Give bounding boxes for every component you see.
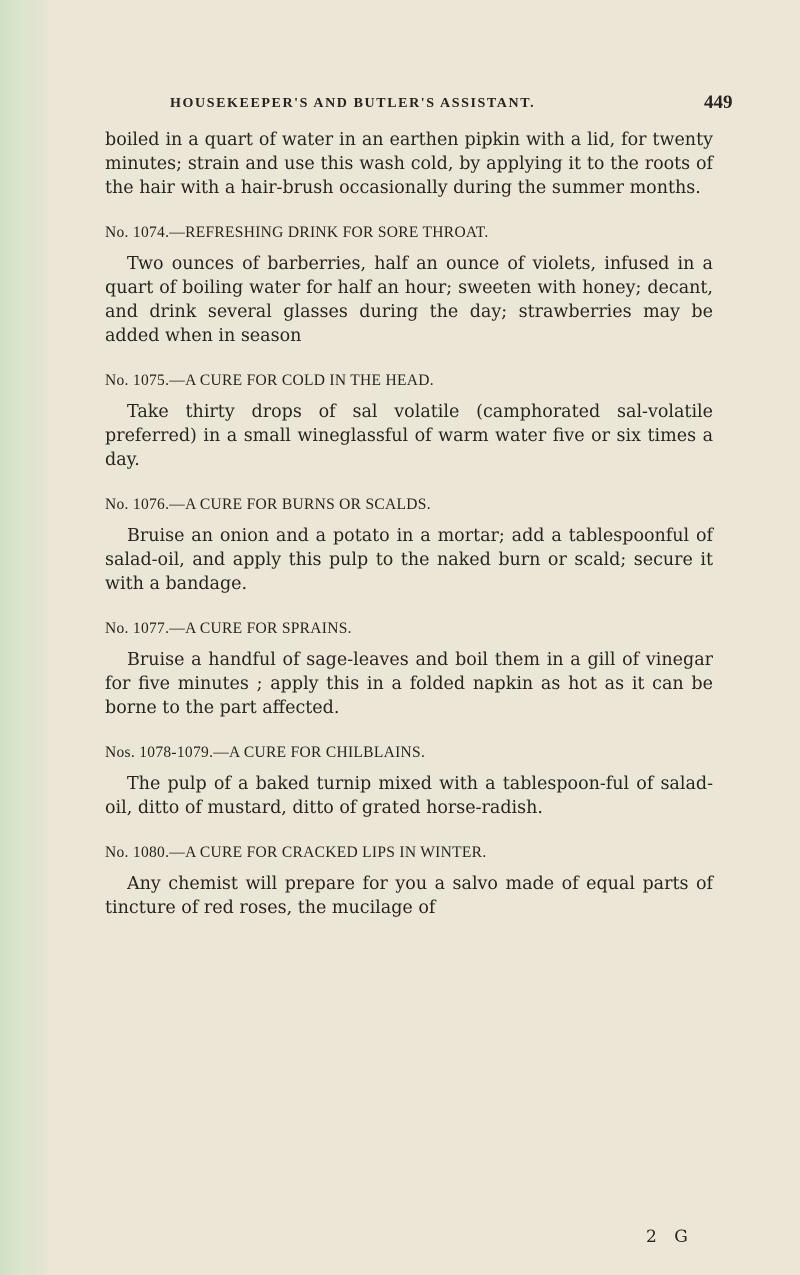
- recipe-body: The pulp of a baked turnip mixed with a tablespoon-ful of salad-oil, ditto of mustard, ditto of grated horse-radish.: [105, 774, 713, 818]
- recipe-body: Take thirty drops of sal volatile (camphorated sal-volatile preferred) in a small wineglassful of warm water five or six times a day.: [105, 402, 713, 470]
- page-edge-shadow: [0, 0, 48, 1275]
- running-head: HOUSEKEEPER'S AND BUTLER'S ASSISTANT.: [170, 96, 536, 111]
- recipe-1074: [105, 221, 713, 348]
- recipe-body: Bruise an onion and a potato in a mortar; add a tablespoonful of salad-oil, and apply this pulp to the naked burn or scald; secure it with a bandage.: [105, 526, 713, 594]
- recipe-heading: No. 1074.—REFRESHING DRINK FOR SORE THROAT.: [105, 224, 489, 241]
- recipe-1075: [105, 369, 713, 472]
- page-body: [105, 128, 713, 920]
- recipe-1080: [105, 841, 713, 920]
- recipe-1078-1079: [105, 741, 713, 820]
- recipe-heading: No. 1080.—A CURE FOR CRACKED LIPS IN WINTER.: [105, 844, 487, 861]
- recipe-1077: [105, 617, 713, 720]
- signature-mark: 2 G: [646, 1227, 694, 1247]
- page-number: 449: [704, 92, 733, 113]
- recipe-heading: No. 1075.—A CURE FOR COLD IN THE HEAD.: [105, 372, 434, 389]
- recipe-heading: No. 1077.—A CURE FOR SPRAINS.: [105, 620, 352, 637]
- recipe-heading: No. 1076.—A CURE FOR BURNS OR SCALDS.: [105, 496, 431, 513]
- recipe-body: Bruise a handful of sage-leaves and boil them in a gill of vinegar for five minutes ; apply this in a folded napkin as hot as it can be borne to the part affected.: [105, 650, 713, 718]
- recipe-body: Two ounces of barberries, half an ounce of violets, infused in a quart of boiling water for half an hour; sweeten with honey; decant, and drink several glasses during the day; strawberries may be added when in season: [105, 254, 713, 346]
- recipe-heading: Nos. 1078-1079.—A CURE FOR CHILBLAINS.: [105, 744, 426, 761]
- intro-paragraph: boiled in a quart of water in an earthen pipkin with a lid, for twenty minutes; strain and use this wash cold, by applying it to the roots of the hair with a hair-brush occasionally during the summer months.: [105, 130, 713, 198]
- recipe-body: Any chemist will prepare for you a salvo made of equal parts of tincture of red roses, the mucilage of: [105, 874, 713, 918]
- recipe-1076: [105, 493, 713, 596]
